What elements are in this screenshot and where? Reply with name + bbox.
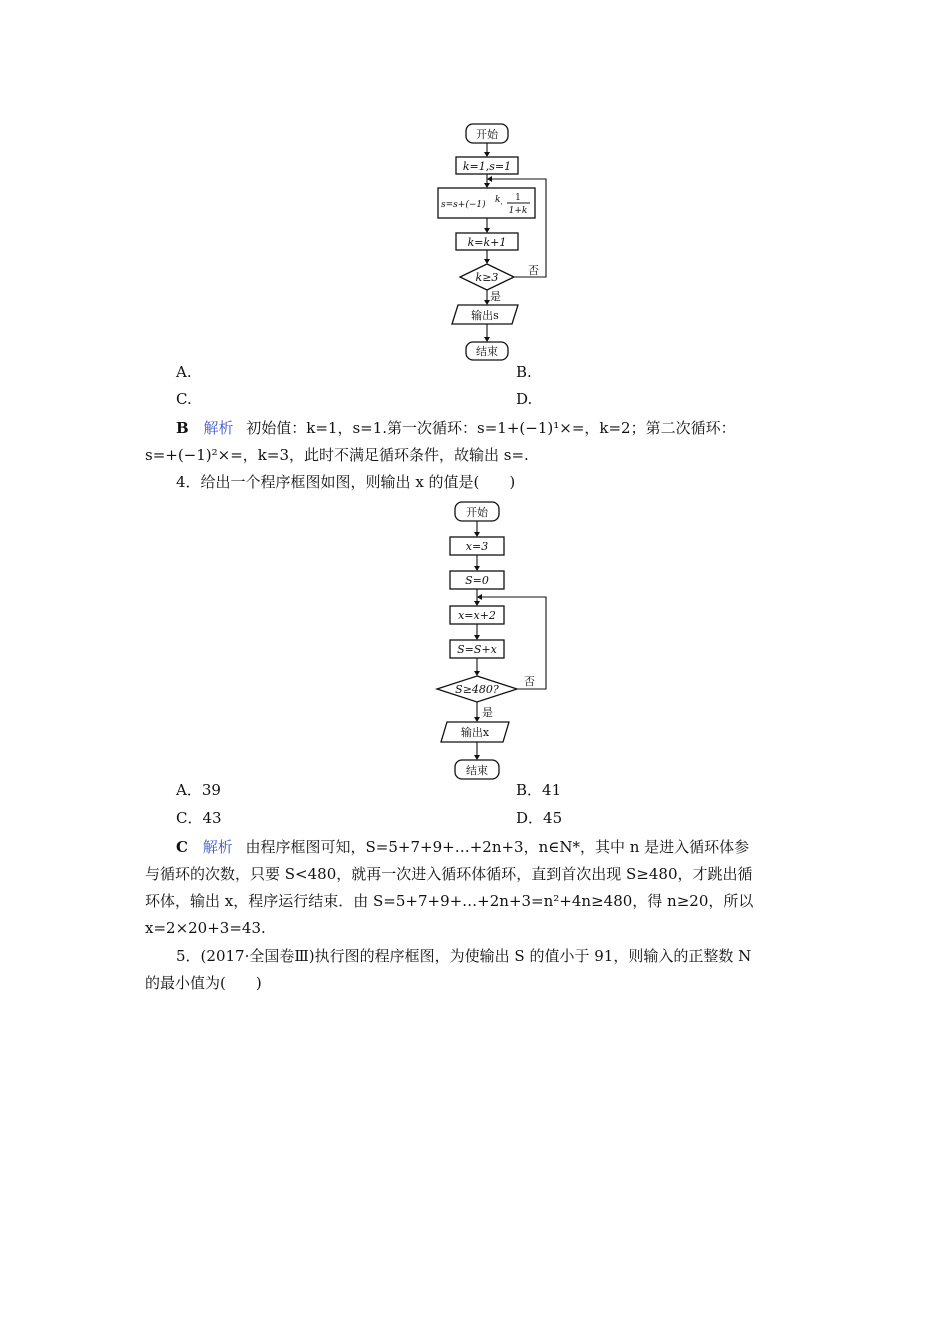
q3-answer-line2: s=+(−1)²×=，k=3，此时不满足循环条件，故输出 s=. xyxy=(145,446,529,464)
fc2-step-x-label: x=x+2 xyxy=(458,609,496,622)
fc2-init-s-label: S=0 xyxy=(465,574,489,587)
fc2-start-label: 开始 xyxy=(466,506,488,519)
q4-answer-line4: x=2×20+3=43. xyxy=(145,919,266,937)
fc2-condition-label: S≥480? xyxy=(455,683,499,696)
q5-line1: 5．(2017·全国卷Ⅲ)执行图的程序框图，为使输出 S 的值小于 91，则输入的正整数 N xyxy=(176,947,752,965)
fc1-frac-num: 1 xyxy=(515,193,521,203)
q3-option-b: B. xyxy=(516,363,532,381)
fc1-end-label: 结束 xyxy=(476,345,498,358)
q4-option-c: C．43 xyxy=(176,809,222,827)
q4-stem: 4．给出一个程序框图如图，则输出 x 的值是( ) xyxy=(176,473,516,491)
q4-answer-line2: 与循环的次数，只要 S<480，就再一次进入循环体循环，直到首次出现 S≥480，才跳出循 xyxy=(145,865,753,883)
q3-option-d: D. xyxy=(516,390,533,408)
fc1-assign-exp: k xyxy=(495,195,501,205)
fc1-output-label: 输出s xyxy=(471,309,499,322)
fc2-step-s-label: S=S+x xyxy=(457,643,497,656)
q4-option-a: A．39 xyxy=(176,781,221,799)
q5-line2: 的最小值为( ) xyxy=(145,974,262,992)
q4-answer-tag: 解析 xyxy=(202,838,233,856)
q3-answer-line1 xyxy=(176,418,736,438)
fc1-no-label: 否 xyxy=(528,264,539,277)
q4-answer-letter: C xyxy=(176,838,188,856)
fc1-yes-label: 是 xyxy=(490,290,501,303)
q3-option-a: A. xyxy=(176,363,192,381)
q3-answer-text1: 初始值：k=1，s=1.第一次循环：s=1+(−1)¹×=，k=2；第二次循环： xyxy=(246,419,736,437)
q4-answer-text1: 由程序框图可知，S=5+7+9+…+2n+3，n∈N*，其中 n 是进入循环体参 xyxy=(245,838,750,856)
flowchart-1 xyxy=(420,118,570,368)
q3-option-c: C. xyxy=(176,390,192,408)
fc2-no-label: 否 xyxy=(524,675,535,688)
fc1-frac-den: 1+k xyxy=(508,206,528,216)
fc1-start-label: 开始 xyxy=(476,128,498,141)
q4-option-d: D．45 xyxy=(516,809,563,827)
fc2-yes-label: 是 xyxy=(482,706,493,719)
fc1-assign-left: s=s+(−1) xyxy=(441,200,486,210)
fc1-increment-label: k=k+1 xyxy=(467,236,507,249)
fc1-assign-dot: · xyxy=(500,200,503,210)
flowchart-2 xyxy=(425,498,565,783)
fc1-condition-label: k≥3 xyxy=(475,271,499,284)
q3-answer-letter: B xyxy=(176,419,189,437)
q4-answer-line1 xyxy=(176,837,749,857)
fc2-init-x-label: x=3 xyxy=(465,540,489,553)
fc2-end-label: 结束 xyxy=(466,764,488,777)
fc2-output-label: 输出x xyxy=(460,726,490,739)
q4-option-b: B．41 xyxy=(516,781,562,799)
q4-answer-line3: 环体，输出 x，程序运行结束．由 S=5+7+9+…+2n+3=n²+4n≥480，得 n≥20，所以 xyxy=(145,892,754,910)
fc1-init-label: k=1,s=1 xyxy=(462,160,512,173)
q3-answer-tag: 解析 xyxy=(203,419,234,437)
